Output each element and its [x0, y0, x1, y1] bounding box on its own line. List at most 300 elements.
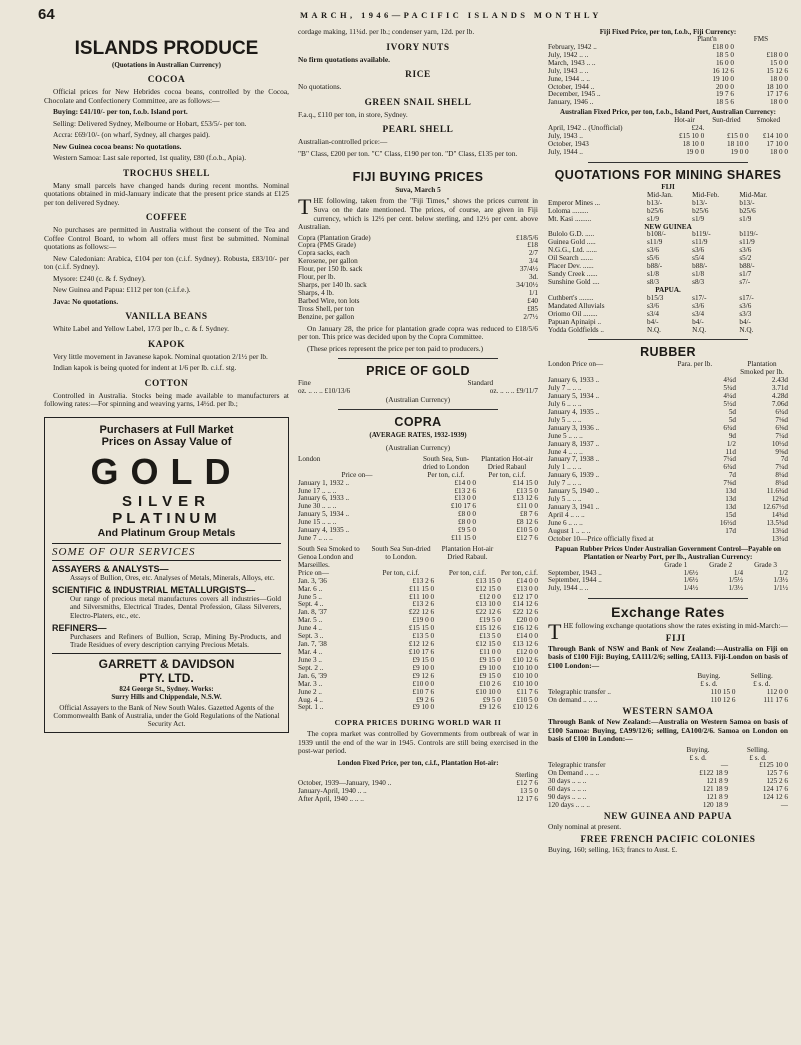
copra-h1-price-on: Price on— — [341, 470, 373, 479]
rubber-cell: January 5, 1940 .. — [548, 487, 600, 496]
papuan-grade-cell: September, 1944 .. — [548, 576, 602, 585]
rubber-cell: 2.43d — [771, 376, 788, 385]
copra-rate-cell: £10 2 6 — [479, 679, 501, 688]
copra-avg-row — [298, 527, 538, 535]
rubber-cell: January 7, 1938 .. — [548, 455, 600, 464]
copra-rate-cell: £9 12 6 — [479, 703, 501, 712]
aus-fixed-table — [548, 117, 788, 157]
mining-fiji-cell: b13/- — [739, 198, 755, 207]
coffee-mysore: Mysore: £240 (c. & f. Sydney). — [53, 273, 146, 283]
rubber-cell: June 5 .. .. .. — [548, 431, 583, 440]
mining-ng-cell: Placer Dev. ...... — [548, 262, 594, 271]
rubber-table — [548, 361, 788, 543]
exchange-heading: Exchange Rates — [611, 604, 725, 621]
rubber-cell: 15d — [725, 510, 736, 519]
fiji-price-cell: Copra (Plantation Grade) — [298, 233, 371, 242]
column-2 — [298, 28, 538, 804]
exchange-fiji-table — [548, 673, 788, 705]
fiji-fixed-cell: June, 1944 .. .. — [548, 74, 590, 83]
mining-fiji-cell: b25/6 — [692, 206, 709, 215]
mining-ng-cell: s5/6 — [647, 254, 659, 263]
aus-fixed-cell: £15 10 0 — [679, 132, 705, 141]
copra-rate-cell: Mar. 4 .. — [298, 647, 323, 656]
rubber-row — [548, 456, 788, 464]
copra-london-sterling: Sterling — [515, 770, 538, 779]
cotton-continued: cordage making, 11¼d. per lb.; condenser yarn, 12d. per lb. — [298, 28, 475, 36]
fiji-fixed-cell: 16 0 0 — [715, 58, 734, 67]
aus-fixed-cell: £24. — [691, 124, 705, 133]
exchange-ngp-heading: NEW GUINEA AND PAPUA — [603, 811, 733, 822]
exchange-fiji-cell: Telegraphic transfer .. — [548, 688, 611, 697]
copra-rate-cell: £13 12 6 — [512, 640, 538, 649]
fiji-price-cell: Flour, per lb. — [298, 273, 336, 282]
divider — [338, 358, 498, 359]
fiji-fixed-heading: Fiji Fixed Price, per ton, f.o.b., Fiji Currency: — [599, 28, 737, 36]
fiji-price-cell: Sharps, 4 lb. — [298, 289, 334, 297]
copra-rate-cell: June 3 .. — [298, 655, 322, 664]
exchange-intro: HE following exchange quotations show the rates existing in mid-March:— — [563, 621, 788, 631]
copra-rate-cell: £12 0 0 — [479, 592, 501, 601]
cocoa-new-guinea: New Guinea cocoa beans: No quotations. — [53, 141, 182, 151]
copra-h1-col1: South Sea, Sun-dried to London — [422, 454, 470, 471]
rubber-cell: January 4, 1935 .. — [548, 407, 600, 416]
papuan-grade-cell: July, 1944 .. .. — [548, 584, 589, 593]
divider — [588, 339, 748, 340]
coffee-heading: COFFEE — [145, 213, 188, 224]
mining-papua-cell: s3/4 — [647, 309, 659, 318]
mining-papua-cell: s3/3 — [739, 309, 752, 318]
vanilla-para: White Label and Yellow Label, 17/3 per lb., c. & f. Sydney. — [53, 324, 230, 334]
aus-fixed-cell: £15 0 0 — [727, 132, 749, 141]
copra-rate-row — [298, 704, 538, 712]
copra-rate-cell: £19 5 0 — [479, 616, 501, 625]
snail-heading: GREEN SNAIL SHELL — [364, 97, 472, 108]
copra-avg-cell: £10 5 0 — [516, 526, 538, 535]
coffee-ng-papua: New Guinea and Papua: £112 per ton (c.i.f.e.). — [53, 285, 191, 295]
rubber-row — [548, 472, 788, 480]
exchange-samoa-table — [548, 747, 788, 810]
copra-avg-cell: June 30 .. .. .. — [298, 502, 337, 511]
mining-heading: QUOTATIONS FOR MINING SHARES — [554, 167, 782, 182]
fiji-price-cell: Tross Shell, per ton — [298, 304, 355, 313]
copra-avg-cell: June 15 .. .. .. — [298, 518, 337, 527]
rubber-h-col1: Para. per lb. — [677, 360, 713, 369]
fiji-price-row — [298, 314, 538, 322]
rice-heading: RICE — [405, 70, 431, 81]
copra-table-2 — [298, 546, 538, 712]
exchange-samoa-cell: 60 days .. .. .. — [548, 785, 587, 794]
ad-metallurgists-text: Our range of precious metal manufactures covers all industries—Gold and Silversmiths, Electrical Trades, Dental Profession, Glass Silverers, Electro-Platers, etc., etc. — [70, 595, 281, 620]
fiji-price-cell: Kerosene, per gallon — [298, 257, 358, 266]
aus-fixed-cell: 17 10 0 — [766, 140, 788, 149]
aus-fixed-cell: July, 1944 .. — [548, 147, 583, 156]
fiji-fixed-cell: January, 1946 .. — [548, 98, 594, 107]
fiji-fixed-cell: 18 5 6 — [715, 98, 734, 107]
fiji-fixed-cell: 18 0 0 — [770, 74, 788, 83]
snail-para: F.a.q., £110 per ton, in store, Sydney. — [298, 109, 408, 119]
rubber-cell: August 1 .. .. .. — [548, 526, 591, 535]
aus-fixed-col1: Hot-air — [674, 116, 695, 125]
copra-rate-cell: £10 12 6 — [512, 655, 538, 664]
copra-rate-cell: £11 7 6 — [516, 687, 538, 696]
fiji-fixed-cell: 15 12 6 — [766, 66, 788, 75]
rubber-cell: October 10—Price officially fixed at — [548, 534, 654, 543]
fiji-price-cell: £18 — [527, 241, 538, 250]
ad-assayers-heading: ASSAYERS & ANALYSTS— — [52, 563, 169, 574]
copra-rate-cell: £12 12 6 — [408, 640, 435, 649]
exchange-samoa-cell: 121 8 9 — [706, 793, 729, 802]
mining-papua-cell: N.Q. — [647, 325, 661, 334]
copra-london-cell: 12 17 6 — [516, 794, 538, 803]
exchange-ngp-para: Only nominal at present. — [548, 821, 622, 831]
exchange-samoa-cell: 125 2 6 — [766, 777, 788, 786]
rubber-cell: 11d — [725, 447, 736, 456]
aus-fixed-cell: 18 10 0 — [682, 140, 705, 149]
mining-ng-cell: b88/- — [647, 262, 663, 271]
fiji-fixed-cell: 19 10 0 — [712, 74, 734, 83]
copra-rate-cell: £9 10 0 — [412, 703, 435, 712]
exchange-samoa-cell: On Demand .. .. .. — [548, 769, 600, 778]
rubber-cell: January 5, 1934 .. — [548, 392, 600, 401]
gold-heading: PRICE OF GOLD — [366, 364, 470, 379]
mining-ng-cell: Bulolo G.D. ..... — [548, 230, 595, 239]
copra-rate-cell: £10 5 0 — [516, 695, 538, 704]
rubber-cell: 6¾d — [723, 463, 736, 472]
rubber-cell: 13¾d — [771, 534, 788, 543]
mining-fiji-cell: Loloma ......... — [548, 206, 589, 215]
copra-rate-cell: £9 15 0 — [479, 655, 501, 664]
rubber-cell: 7⅜d — [723, 479, 736, 488]
copra-rate-cell: £13 0 0 — [516, 584, 538, 593]
copra-rate-cell: £10 0 0 — [412, 679, 435, 688]
copra-rate-cell: £13 10 0 — [475, 600, 501, 609]
copra-heading: COPRA — [394, 415, 442, 430]
mining-ng-label: NEW GUINEA — [644, 222, 692, 231]
divider — [588, 162, 748, 163]
copra-rate-cell: £9 10 0 — [479, 663, 501, 672]
fiji-intro: HE following, taken from the "Fiji Times," shows the prices current in Suva on the date mentioned. The prices, of course, are given in Fiji currency, which is 12½ per cent. below sterling, and 12½ per cent. above Australian. — [298, 196, 538, 232]
rubber-cell: July 1 .. .. .. — [548, 463, 582, 472]
fiji-fixed-cell: October, 1944 .. — [548, 82, 595, 91]
fiji-price-cell: £85 — [527, 304, 538, 313]
copra-avg-cell: £13 0 0 — [454, 494, 476, 503]
copra-rate-cell: £15 12 6 — [475, 624, 501, 633]
exchange-samoa-cell: — — [780, 801, 788, 810]
copra-rate-cell: £15 15 0 — [408, 624, 435, 633]
rubber-cell: 3.71d — [771, 384, 788, 393]
mining-papua-cell: Mandated Alluvials — [548, 301, 605, 310]
copra-london-cell: £12 7 6 — [516, 778, 538, 787]
copra-h1-per-ton-2: Per ton, c.i.f. — [488, 470, 526, 479]
copra-avg-cell: £11 0 0 — [516, 502, 538, 511]
rice-para: No quotations. — [298, 82, 342, 92]
copra-rate-cell: Jan. 6, '39 — [298, 671, 327, 680]
copra-note: (Australian Currency) — [385, 443, 451, 453]
aus-fixed-cell: £14 10 0 — [762, 132, 788, 141]
copra-avg-cell: June 7 .. .. .. — [298, 534, 333, 543]
papuan-grade-cell: 1/6½ — [683, 576, 699, 585]
fiji-fixed-cell: July, 1943 .. .. — [548, 66, 589, 75]
copra-table-1 — [298, 456, 538, 543]
mining-ng-cell: s8/3 — [647, 277, 659, 286]
grade-2: Grade 2 — [709, 560, 733, 569]
rubber-cell: 14¾d — [771, 510, 788, 519]
ivory-para: No firm quotations available. — [298, 54, 390, 64]
mining-papua-cell: s3/6 — [647, 301, 659, 310]
mining-papua-cell: s3/6 — [692, 301, 705, 310]
rubber-cell: July 7 .. .. .. — [548, 479, 582, 488]
samoa-selling-col: Selling. — [746, 745, 770, 754]
mining-fiji-cell: b13/- — [692, 198, 708, 207]
fiji-price-cell: £18/5/6 — [516, 233, 538, 242]
samoa-buying-col: Buying. — [686, 745, 710, 754]
exchange-fiji-row — [548, 697, 788, 705]
exchange-fiji-cell: On demand .. .. .. — [548, 696, 598, 705]
copra-rate-cell: Sept. 1 .. — [298, 703, 324, 712]
fiji-buying-heading: FIJI BUYING PRICES — [352, 170, 484, 185]
fiji-fixed-cell: 17 17 6 — [766, 90, 788, 99]
aus-fixed-col3: Smoked — [756, 116, 781, 125]
copra-rate-cell: £19 0 0 — [412, 616, 435, 625]
samoa-lsd-2: £ s. d. — [749, 753, 767, 762]
papuan-grade-cell: 1/6½ — [683, 568, 699, 577]
fiji-fixed-table — [548, 36, 788, 107]
copra-rate-cell: Sept. 3 .. — [298, 632, 324, 641]
grade-3: Grade 3 — [754, 560, 778, 569]
ad-assayers-text: Assays of Bullion, Ores, etc. Analyses of Metals, Minerals, Alloys, etc. — [70, 573, 275, 582]
rubber-row — [548, 488, 788, 496]
copra-h1-col2: Plantation Hot-air Dried Rabaul — [481, 454, 533, 471]
mining-papua-cell: s17/- — [739, 293, 754, 302]
rubber-heading: RUBBER — [640, 345, 696, 360]
ad-line-2: Prices on Assay Value of — [101, 435, 232, 448]
rubber-cell: 4.28d — [771, 392, 788, 401]
fiji-price-cell: 37/4½ — [519, 265, 538, 274]
copra-avg-cell: June 17 .. .. .. — [298, 486, 337, 495]
mining-fiji-cell: s1/9 — [739, 214, 752, 223]
papuan-grade-row — [548, 585, 788, 593]
copra-rate-cell: Jan. 7, '38 — [298, 640, 327, 649]
trochus-heading: TROCHUS SHELL — [122, 168, 211, 179]
rubber-cell: 13d — [725, 487, 736, 496]
grade-1: Grade 1 — [664, 560, 688, 569]
mining-ng-cell: Guinea Gold ..... — [548, 238, 596, 247]
aus-fixed-cell: 19 0 0 — [730, 147, 749, 156]
coffee-new-caledonian: New Caledonian: Arabica, £104 per ton (c.i.f. Sydney). Robusta, £83/10/- per ton (c.i.f. Sydney). — [44, 253, 289, 272]
rubber-cell: January 3, 1941 .. — [548, 503, 600, 512]
rubber-cell: July 5 .. .. .. — [548, 415, 582, 424]
running-header: MARCH, 1946—PACIFIC ISLANDS MONTHLY — [300, 10, 602, 20]
ad-platinum: PLATINUM — [112, 509, 221, 527]
copra-rate-cell: £13 5 0 — [412, 632, 435, 641]
exchange-fiji-cell: 110 12 6 — [710, 696, 736, 705]
rubber-cell: 7.06d — [771, 400, 788, 409]
copra-rate-cell: £14 12 6 — [512, 600, 538, 609]
copra-rate-cell: £9 12 6 — [412, 671, 435, 680]
mining-table — [548, 184, 788, 335]
aus-fixed-cell: 19 0 0 — [686, 147, 705, 156]
copra-rate-cell: Mar. 5 .. — [298, 616, 323, 625]
exchange-samoa-cell: — — [720, 761, 729, 770]
gold-standard-label: Standard — [467, 379, 494, 388]
papuan-grade-cell: 1/3½ — [728, 584, 744, 593]
exchange-samoa-para: Through Bank of New Zealand:—Australia on Western Samoa on basis of £100 Samoa: Buying, £A99/12/6; selling, £A100/2/6. Samoa on London on basis of £100 in London:— — [548, 717, 788, 744]
copra-avg-cell: £8 0 0 — [458, 518, 476, 527]
cotton-heading: COTTON — [144, 378, 189, 389]
fiji-fixed-cell: February, 1942 .. — [548, 42, 597, 51]
mining-ng-cell: s1/8 — [692, 270, 705, 279]
papuan-grade-cell: 1/3½ — [773, 576, 788, 585]
rubber-cell: 7¼d — [723, 455, 736, 464]
exchange-samoa-heading: WESTERN SAMOA — [622, 707, 714, 718]
rubber-cell: July 6 .. .. .. — [548, 400, 582, 409]
rubber-cell: 8¼d — [775, 479, 788, 488]
fiji-fixed-cell: 18 0 0 — [770, 98, 788, 107]
copra-h2-col1: South Sea Smoked to Genoa London and Marseilles. — [298, 545, 360, 569]
rubber-cell: 10½d — [771, 439, 788, 448]
ad-firm-name: GARRETT & DAVIDSON — [52, 653, 281, 671]
exchange-samoa-cell: 124 12 6 — [762, 793, 788, 802]
mining-fiji-cell: b13/- — [647, 198, 663, 207]
exchange-samoa-cell: 124 17 6 — [762, 785, 788, 794]
exchange-fiji-cell: 110 15 0 — [710, 688, 736, 697]
copra-london-table — [298, 772, 538, 804]
copra-rate-cell: £16 12 6 — [512, 624, 538, 633]
rubber-h-col0: London Price on— — [548, 360, 604, 369]
copra-avg-cell: £8 12 6 — [516, 518, 538, 527]
mining-ng-cell: b88/- — [739, 262, 755, 271]
copra-rate-cell: £10 12 6 — [512, 703, 538, 712]
rubber-cell: 8¼d — [775, 471, 788, 480]
mining-ng-cell: s5/2 — [739, 254, 752, 263]
copra-london-cell: After April, 1940 .. .. .. — [298, 794, 364, 803]
papuan-grade-cell: 1/4½ — [683, 584, 699, 593]
cocoa-selling: Selling: Delivered Sydney, Melbourne or Hobart, £53/5/- per ton. — [53, 118, 247, 128]
pearl-heading: PEARL SHELL — [382, 125, 454, 136]
copra-london-cell: 13 5 0 — [520, 786, 538, 795]
exchange-samoa-cell: 125 7 6 — [766, 769, 788, 778]
mining-ng-cell: b108/- — [647, 230, 666, 239]
coffee-java: Java: No quotations. — [53, 296, 119, 306]
mining-papua-cell: s17/- — [692, 293, 707, 302]
copra-london-row — [298, 796, 538, 804]
rubber-cell: 6¾d — [723, 423, 736, 432]
copra-rate-cell: June 2 .. — [298, 687, 322, 696]
pearl-para-2: "B" Class, £200 per ton. "C" Class, £190 per ton. "D" Class, £135 per ton. — [298, 148, 518, 158]
fiji-price-list — [298, 235, 538, 322]
mining-fiji-cell: s1/9 — [692, 214, 705, 223]
copra-rate-cell: £22 12 6 — [408, 608, 435, 617]
copra-london-cell: October, 1939—January, 1940 .. — [298, 778, 392, 787]
cocoa-buying: Buying: £41/10/- per ton, f.o.b. Island port. — [53, 107, 188, 117]
fiji-drop-cap: T — [298, 194, 312, 220]
mining-ng-cell: s11/9 — [647, 238, 663, 247]
ad-official-assayers: Official Assayers to the Bank of New South Wales. Gazetted Agents of the Commonwealth Bank of Australia, under the Gold Regulations of the National Security Act. — [53, 703, 280, 729]
coffee-para: No purchases are permitted in Australia without the consent of the Tea and Coffee Control Board, to whom all offers must first be submitted. Nominal quotations as follows:— — [44, 225, 289, 252]
pearl-para-1: Australian-controlled price:— — [298, 137, 388, 147]
cocoa-para: Official prices for New Hebrides cocoa beans, controlled by the Cocoa, Chocolate and Confectionery Committee, are as follows:— — [44, 87, 289, 105]
mining-papua-cell: s3/4 — [692, 309, 705, 318]
copra-london-cell: January-April, 1940 .. .. — [298, 786, 367, 795]
copra-rate-cell: £12 15 0 — [475, 640, 501, 649]
rubber-cell: 9d — [728, 431, 736, 440]
fiji-fixed-cell: July, 1942 .. .. — [548, 50, 589, 59]
fiji-price-cell: 34/10½ — [516, 281, 538, 290]
rubber-cell — [654, 536, 736, 544]
copra-rate-cell: £10 10 0 — [512, 663, 538, 672]
mining-fiji-cell: b25/6 — [647, 206, 664, 215]
copra-avg-cell: £13 2 6 — [454, 486, 476, 495]
copra-rate-cell: Sept. 4 .. — [298, 600, 324, 609]
mining-papua-label: PAPUA. — [655, 285, 681, 294]
copra-london-heading: London Fixed Price, per ton, c.i.f., Plantation Hot-air: — [337, 758, 499, 767]
page-number: 64 — [38, 6, 55, 23]
copra-h2-per-ton-2: Per ton, c.i.f. — [448, 568, 487, 577]
copra-rate-cell: £10 7 6 — [412, 687, 435, 696]
copra-rate-cell: Aug. 4 .. — [298, 695, 323, 704]
trochus-para: Many small parcels have changed hands during recent months. Nominal quotations obtained in mid-January indicate that the present price stands at £125 per ton delivered Sydney. — [44, 180, 289, 207]
cotton-para: Controlled in Australia. Stocks being made available to manufacturers at following rates:—For spinning and weaving yarns, 14½d. per lb.; — [44, 390, 289, 409]
mining-papua-row — [548, 327, 788, 335]
mining-ng-cell: s8/3 — [692, 277, 705, 286]
copra-war-heading: COPRA PRICES DURING WORLD WAR II — [334, 718, 502, 728]
mining-papua-cell: b4/- — [692, 317, 704, 326]
copra-h2-col3: Plantation Hot-air Dried Rabaul. — [441, 545, 494, 561]
fiji-price-cell: Copra sacks, each — [298, 249, 350, 258]
mining-papua-cell: b4/- — [647, 317, 659, 326]
copra-avg-cell: £11 15 0 — [451, 534, 476, 543]
fiji-price-cell: Copra (PMS Grade) — [298, 241, 356, 250]
rubber-cell: 5d — [728, 415, 736, 424]
gold-note: (Australian Currency) — [385, 395, 451, 405]
rubber-cell: 7¼d — [775, 431, 788, 440]
fiji-fixed-cell: £18 0 0 — [766, 50, 788, 59]
copra-rate-cell: £13 5 0 — [479, 632, 501, 641]
mining-papua-cell: b4/- — [739, 317, 751, 326]
copra-rate-cell: £14 0 0 — [516, 632, 538, 641]
mining-papua-cell: s3/6 — [739, 301, 752, 310]
copra-h1-london: London — [298, 454, 321, 463]
mining-ng-cell: Oil Search ....... — [548, 254, 593, 263]
copra-rate-cell: £13 15 0 — [475, 576, 501, 585]
aus-fixed-cell: 18 10 0 — [727, 140, 749, 149]
exchange-samoa-cell: 90 days .. .. .. — [548, 793, 587, 802]
copra-avg-cell: January 1, 1932 .. — [298, 478, 350, 487]
rubber-cell: 4¾d — [723, 376, 736, 385]
rubber-cell: 11.6¾d — [766, 487, 788, 496]
gold-fine-value: oz. .. .. .. £10/13/6 — [298, 387, 351, 396]
fiji-price-row — [298, 282, 538, 290]
mining-ng-cell: s7/- — [739, 277, 751, 286]
copra-avg-cell: £8 0 0 — [458, 510, 476, 519]
fiji-price-cell: 3d. — [529, 273, 538, 282]
exchange-fiji-heading: FIJI — [665, 633, 686, 644]
aus-fixed-row — [548, 141, 788, 149]
copra-rate-cell: £9 15 0 — [479, 671, 501, 680]
gold-standard-value: oz. .. .. .. £9/11/7 — [489, 387, 538, 396]
aus-fixed-cell: April, 1942 .. (Unofficial) — [548, 124, 623, 133]
papuan-grade-cell: 1/2 — [778, 568, 788, 577]
copra-h2-per-ton-1: Per ton, c.i.f. — [382, 568, 420, 577]
rubber-cell: 12.67½d — [762, 503, 788, 512]
rubber-cell: 16½d — [719, 518, 736, 527]
copra-rate-cell: £10 10 0 — [475, 687, 501, 696]
column-1 — [44, 28, 289, 733]
rubber-row — [548, 512, 788, 520]
mining-fiji-cell: s1/9 — [647, 214, 659, 223]
exchange-samoa-cell: £125 10 0 — [759, 761, 788, 770]
copra-avg-cell: £14 15 0 — [512, 478, 538, 487]
